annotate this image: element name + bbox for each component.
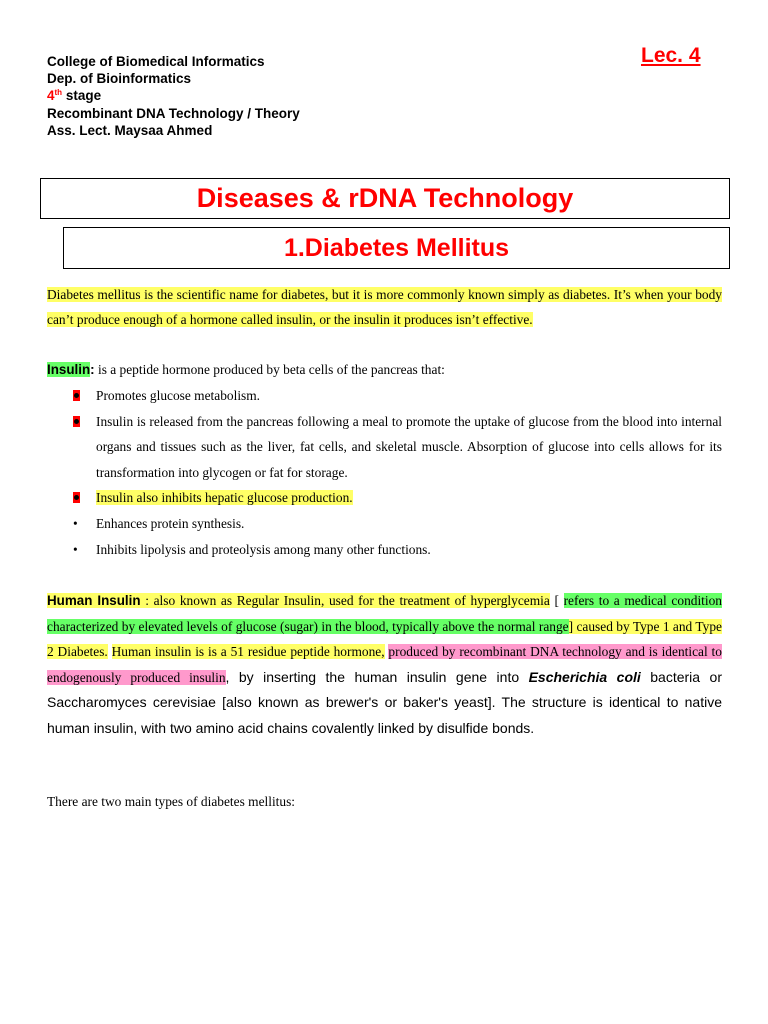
bullet-icon [73, 383, 80, 409]
bullet-icon [73, 485, 80, 511]
list-item: Promotes glucose metabolism. [47, 383, 722, 409]
list-item: • Inhibits lipolysis and proteolysis among many other functions. [47, 537, 722, 563]
lecturer-name: Ass. Lect. Maysaa Ahmed [47, 122, 213, 138]
list-item: Insulin also inhibits hepatic glucose production. [47, 485, 722, 511]
human-insulin-term: Human Insulin [47, 593, 141, 608]
bullet-icon [73, 409, 80, 435]
college-name: College of Biomedical Informatics [47, 54, 265, 69]
department-name: Dep. of Bioinformatics [47, 71, 192, 87]
stage-line: 4th stage [47, 88, 102, 104]
insulin-functions-list [47, 383, 722, 562]
course-name: Recombinant DNA Technology / Theory [47, 105, 300, 121]
intro-paragraph: Diabetes mellitus is the scientific name for diabetes, but it is more commonly known simply as diabetes. It’s when your body can’t produce enough of a hormone called insulin, or the insulin it produces isn’t effective. [47, 287, 722, 328]
list-item: • Enhances protein synthesis. [47, 511, 722, 537]
human-insulin-paragraph: Human Insulin : also known as Regular Insulin, used for the treatment of hyperglycemia [ refers to a medical condition characterized by elevated levels of glucose (sugar) in the blood, typically above the normal range] caused by Type 1 and Type 2 Diabetes. Human insulin is is a 51 residue peptide hormone, produced by recombinant DNA technology and is identical to endogenously produced insulin, by inserting the human insulin gene into Escherichia coli bacteria or Saccharomyces cerevisiae [also known as brewer's or baker's yeast]. The structure is identical to native human insulin, with two amino acid chains covalently linked by disulfide bonds. [47, 593, 723, 736]
bullet-icon: • [73, 515, 78, 531]
page-title: Diseases & rDNA Technology [40, 178, 730, 219]
bullet-icon: • [73, 541, 78, 557]
section-title: 1.Diabetes Mellitus [63, 227, 730, 269]
lecture-number: Lec. 4 [641, 44, 701, 67]
types-intro-line: There are two main types of diabetes mellitus: [47, 794, 296, 809]
insulin-term: Insulin [47, 362, 91, 377]
list-item: Insulin is released from the pancreas following a meal to promote the uptake of glucose from the blood into internal organs and tissues such as the liver, fat cells, and skeletal muscle. Absorption of glucose into cells allows for its transformation into glycogen or fat for storage. [47, 409, 722, 486]
document-header [47, 53, 300, 139]
insulin-definition: Insulin: is a peptide hormone produced by beta cells of the pancreas that: [47, 362, 445, 377]
